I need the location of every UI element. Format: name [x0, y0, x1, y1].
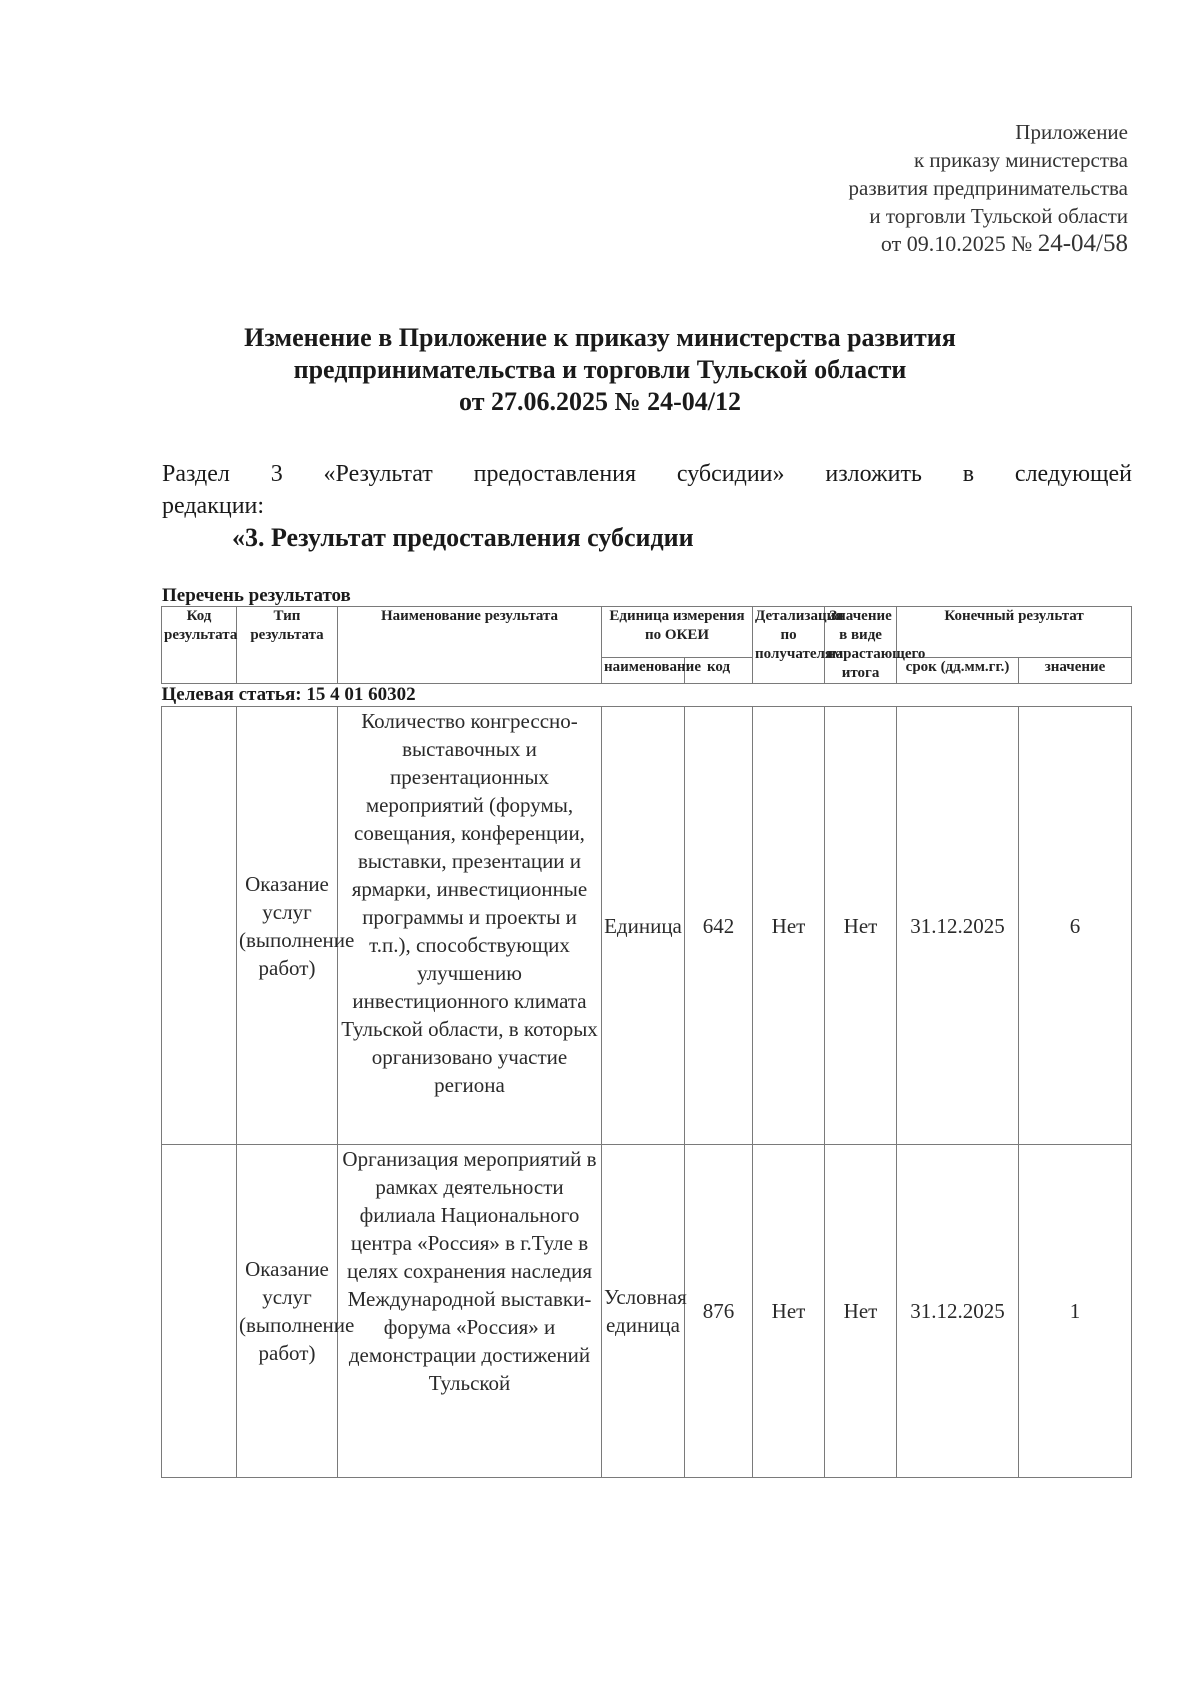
header-final-date: срок (дд.мм.гг.)	[897, 657, 1019, 683]
header-type: Тип результата	[237, 607, 338, 684]
cell-value: 6	[1019, 707, 1132, 1145]
approval-line-1: Приложение	[1015, 120, 1128, 144]
approval-date-line	[849, 230, 1128, 258]
header-code: Код результата	[162, 607, 237, 684]
intro-line-2: редакции:	[162, 493, 265, 519]
header-name: Наименование результата	[338, 607, 602, 684]
document-title	[150, 322, 1050, 418]
cell-code	[162, 707, 237, 1145]
section-heading: «3. Результат предоставления субсидии	[232, 523, 694, 552]
cell-unit-code: 876	[685, 1145, 753, 1478]
title-line-1: Изменение в Приложение к приказу министерства развития	[244, 323, 956, 352]
header-unit-code: код	[685, 657, 753, 683]
list-caption: Перечень результатов	[162, 585, 351, 606]
cell-value: 1	[1019, 1145, 1132, 1478]
cell-type: Оказание услуг (выполнение работ)	[237, 1145, 338, 1478]
table-row	[162, 707, 1132, 1145]
title-line-2: предпринимательства и торговли Тульской области	[293, 355, 907, 384]
approval-line-3: развития предпринимательства	[848, 176, 1128, 200]
cell-detail: Нет	[753, 707, 825, 1145]
cell-name: Количество конгрессно-выставочных и презентационных мероприятий (форумы, совещания, конференции, выставки, презентации и ярмарки, инвестиционные программы и проекты и т.п.), способствующих улучшению инвестиционного климата Тульской области, в которых организовано участие региона	[338, 707, 602, 1145]
header-cumulative: Значение в виде нарастающего итога	[825, 607, 897, 684]
table-row	[162, 1145, 1132, 1478]
approval-date: от 09.10.2025 №	[880, 231, 1038, 256]
intro-line-1: Раздел 3 «Результат предоставления субсидии» изложить в следующей	[162, 461, 1132, 487]
cell-unit-code: 642	[685, 707, 753, 1145]
cell-cumulative: Нет	[825, 1145, 897, 1478]
results-table	[161, 606, 1132, 1478]
header-unit: Единица измерения по ОКЕИ	[602, 607, 753, 658]
cell-date: 31.12.2025	[897, 707, 1019, 1145]
cell-date: 31.12.2025	[897, 1145, 1019, 1478]
cell-name: Организация мероприятий в рамках деятельности филиала Национального центра «Россия» в г.Туле в целях сохранения наследия Международной выставки-форума «Россия» и демонстрации достижений Тульской	[338, 1145, 602, 1478]
cell-code	[162, 1145, 237, 1478]
approval-line-2: к приказу министерства	[913, 148, 1128, 172]
cell-unit-name: Единица	[602, 707, 685, 1145]
approval-line-4: и торговли Тульской области	[869, 204, 1128, 228]
approval-number: 24-04/58	[1037, 230, 1128, 257]
cell-cumulative: Нет	[825, 707, 897, 1145]
header-detail: Детализация по получателям	[753, 607, 825, 684]
approval-block	[849, 118, 1128, 258]
header-final: Конечный результат	[897, 607, 1132, 658]
header-unit-name: наименование	[602, 657, 685, 683]
cell-detail: Нет	[753, 1145, 825, 1478]
cell-type: Оказание услуг (выполнение работ)	[237, 707, 338, 1145]
cell-unit-name: Условная единица	[602, 1145, 685, 1478]
target-article: Целевая статья: 15 4 01 60302	[162, 684, 1132, 707]
target-article-row	[162, 684, 1132, 707]
header-row-1	[162, 607, 1132, 658]
title-line-3: от 27.06.2025 № 24-04/12	[459, 387, 741, 416]
header-final-value: значение	[1019, 657, 1132, 683]
